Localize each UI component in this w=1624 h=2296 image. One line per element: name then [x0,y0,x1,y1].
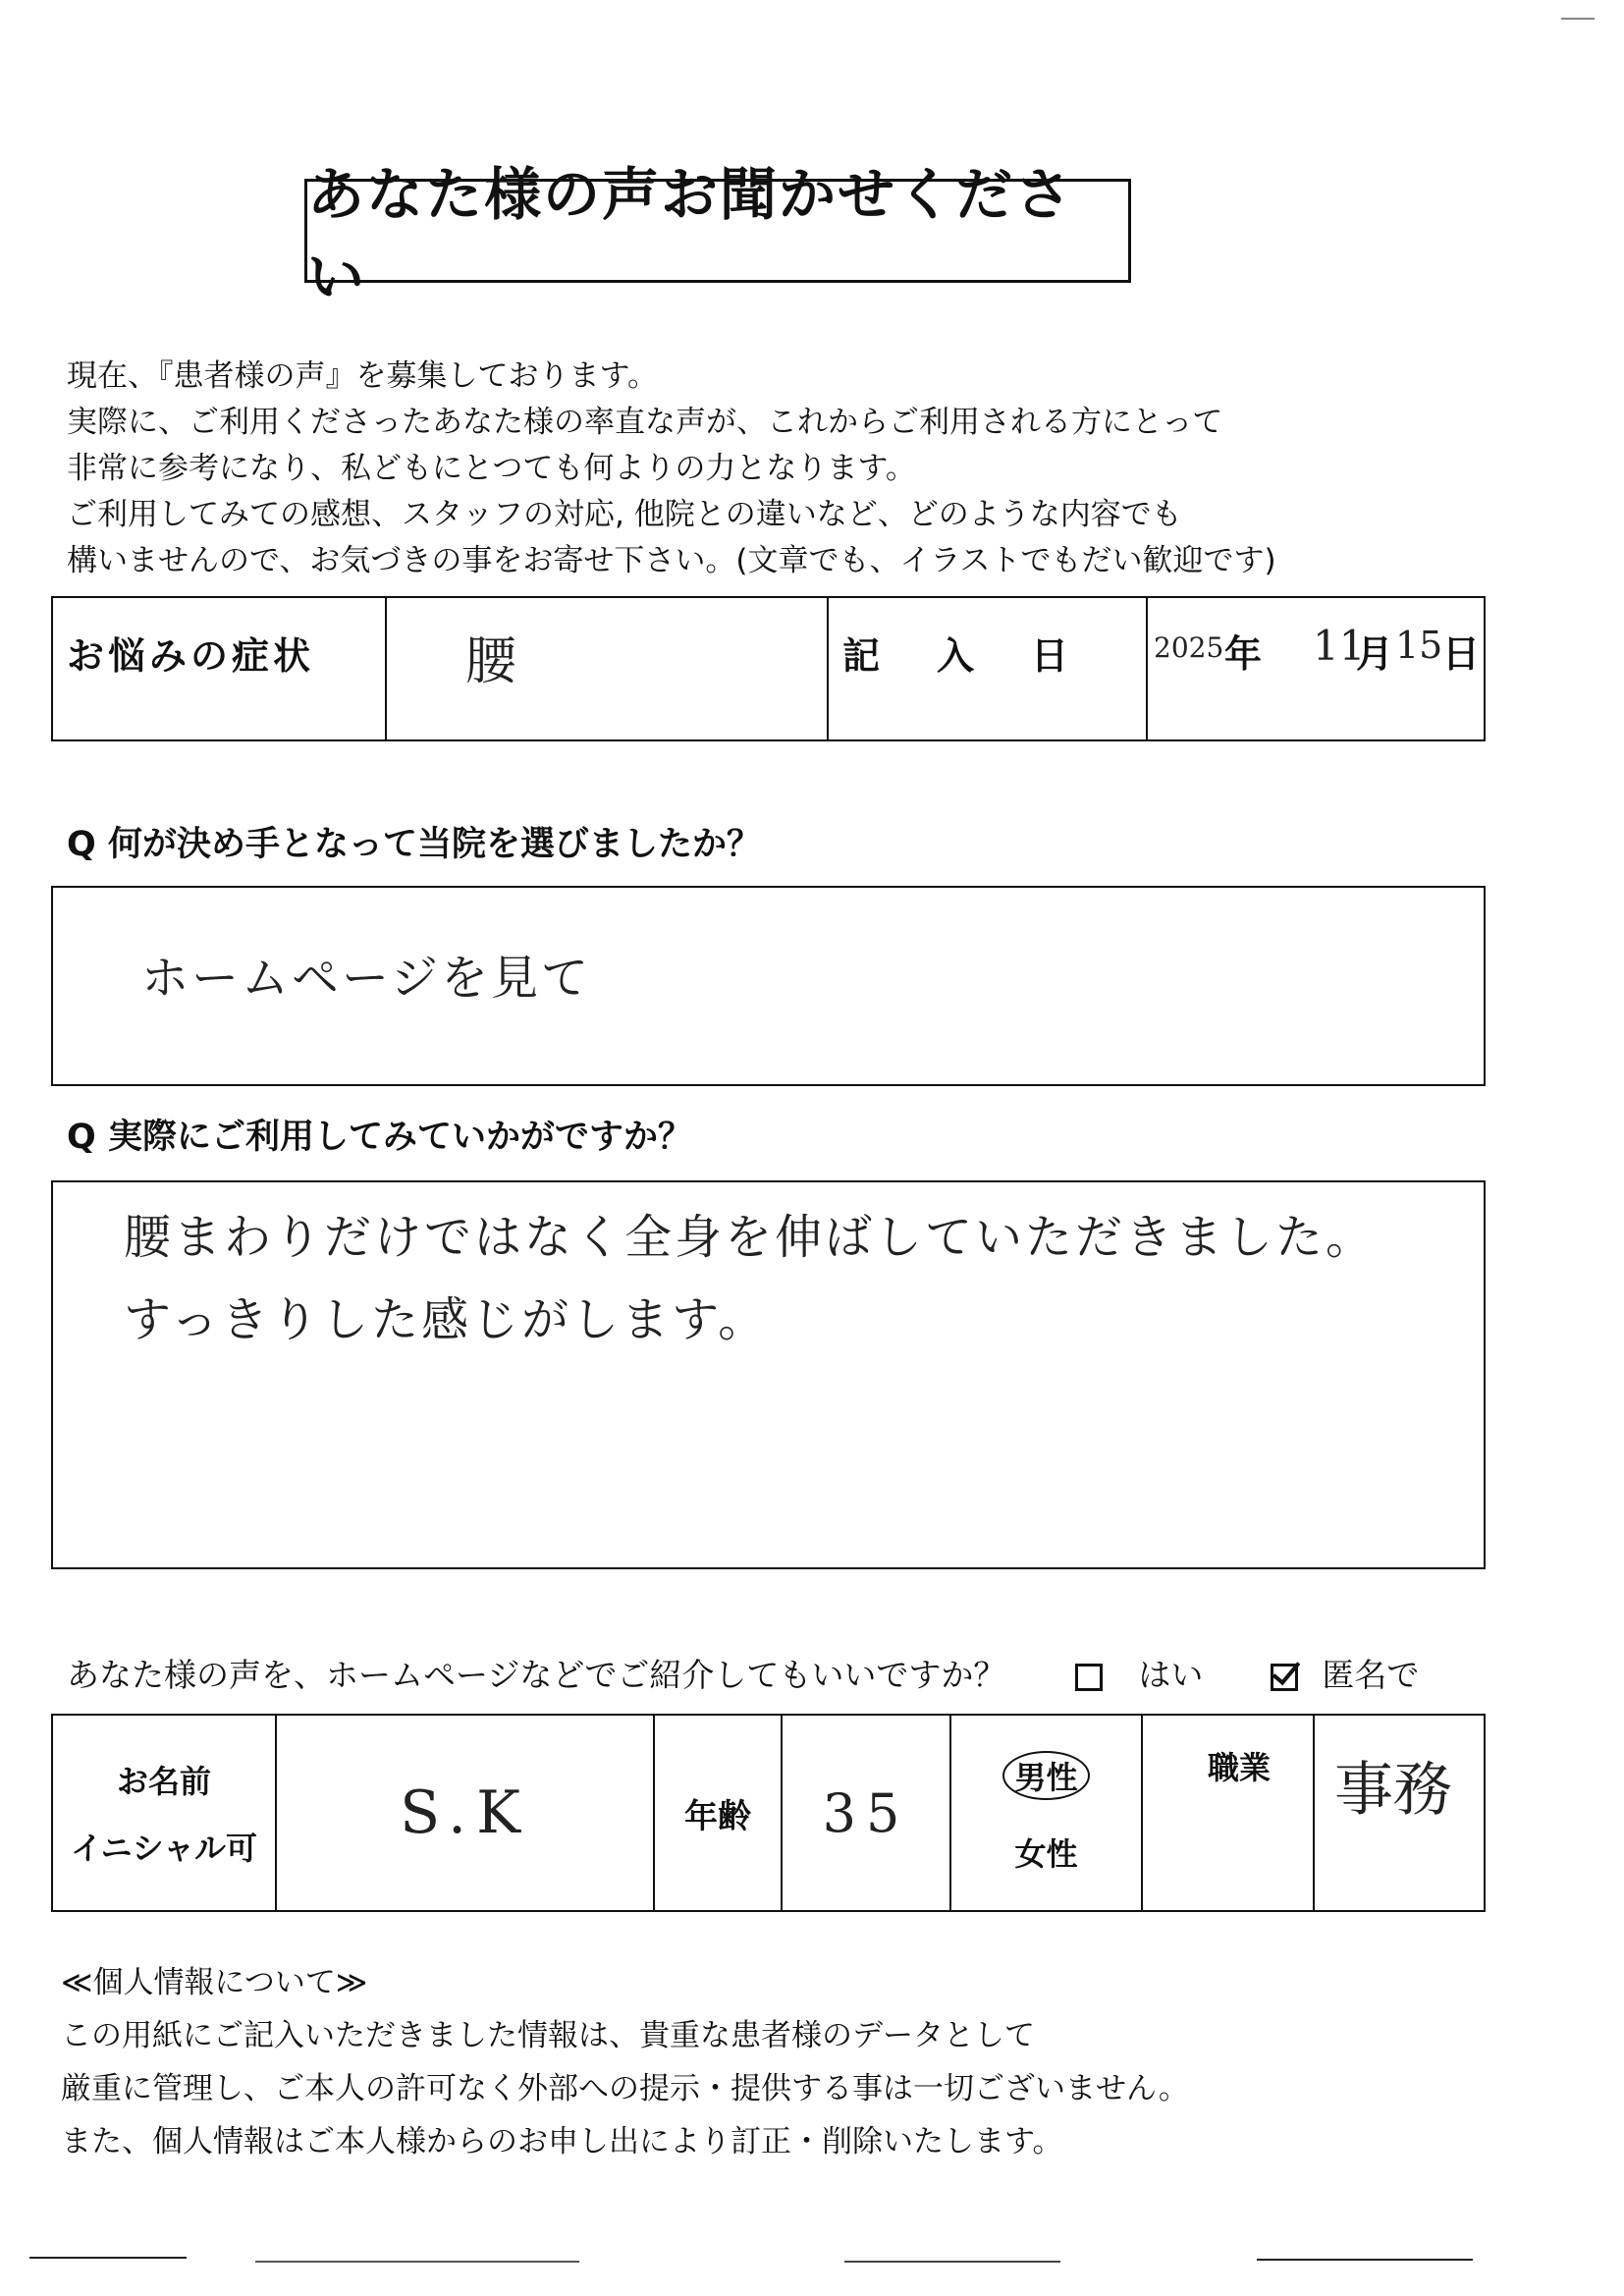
privacy-line: 厳重に管理し、ご本人の許可なく外部への提示・提供する事は一切ございません。 [61,2071,1189,2106]
symptom-label-cell [53,598,387,739]
question-1: Q 何が決め手となって当院を選びましたか？ [67,825,761,864]
age-value: 35 [822,1781,910,1844]
checkbox-anonymous[interactable] [1271,1664,1298,1691]
question-2: Q 実際にご利用してみていかがですか？ [67,1118,692,1157]
answer-1-text: ホームページを見て [141,951,592,1006]
age-value-cell[interactable] [783,1716,951,1910]
date-year-unit: 年 [1224,632,1263,676]
date-label: 記 入 日 [842,634,1079,678]
name-label-cell [53,1716,277,1910]
job-value-cell[interactable] [1315,1716,1484,1910]
age-label-cell [655,1716,783,1910]
privacy-heading: ≪個人情報について≫ [61,1965,368,2000]
date-month-unit: 月 [1356,632,1394,676]
symptom-value: 腰 [465,632,517,691]
date-day-unit: 日 [1442,632,1481,676]
date-value-cell[interactable] [1148,598,1484,739]
form-title: あなた様の声お聞かせください [304,179,1131,283]
personal-info-row [51,1714,1486,1912]
date-month: 11 [1313,622,1366,670]
answer-2-text [124,1196,1376,1361]
date-label-cell [829,598,1148,739]
symptom-label: お悩みの症状 [67,634,315,678]
checkbox-yes[interactable] [1075,1664,1103,1691]
scan-artifact-line [1257,2259,1473,2261]
name-label-initials: イニシャル可 [70,1830,258,1867]
answer-2-line: 腰まわりだけではなく全身を伸ばしていただきました。 [124,1210,1377,1265]
option-yes-label: はい [1138,1656,1204,1694]
gender-female[interactable]: 女性 [1014,1835,1078,1873]
job-label-cell [1143,1716,1315,1910]
intro-line: 非常に参考になり、私どもにとつても何よりの力となります。 [67,451,916,486]
intro-line: 現在、『患者様の声』を募集しております。 [67,358,659,394]
date-day: 15 [1395,624,1443,667]
scan-artifact-line [29,2257,187,2259]
privacy-line: また、個人情報はご本人様からのお申し出により訂正・削除いたします。 [61,2124,1063,2159]
symptom-value-cell[interactable] [387,598,829,739]
scan-artifact-line [255,2261,579,2263]
name-value: S.K [400,1778,530,1847]
name-value-cell[interactable] [277,1716,655,1910]
consent-question: あなた様の声を、ホームページなどでご紹介してもいいですか？ [67,1656,1006,1694]
answer-2-line: すっきりした感じがします。 [124,1292,769,1347]
consent-row [67,1650,1500,1696]
intro-line: 構いませんので、お気づきの事をお寄せ下さい。(文章でも、イラストでもだい歓迎です) [67,543,1276,578]
date-year: 2025 [1154,631,1224,664]
scan-artifact-line [844,2261,1060,2263]
privacy-line: この用紙にご記入いただきました情報は、貴重な患者様のデータとして [61,2018,1035,2053]
intro-paragraph [67,354,1500,584]
option-anonymous-label: 匿名で [1322,1656,1420,1694]
intro-line: 実際に、ご利用くださったあなた様の率直な声が、これからご利用される方にとって [67,405,1223,440]
scan-artifact-line [1561,18,1595,20]
job-value: 事務 [1334,1756,1452,1825]
symptom-date-row [51,596,1486,741]
answer-2-box[interactable] [51,1180,1486,1569]
answer-1-box[interactable] [51,886,1486,1086]
option-anonymous[interactable] [1271,1656,1420,1694]
job-label: 職業 [1208,1749,1272,1786]
gender-cell[interactable] [951,1716,1143,1910]
name-label: お名前 [116,1763,211,1800]
privacy-notice [61,1956,1494,2168]
gender-male[interactable]: 男性 [1002,1751,1089,1800]
age-label: 年齢 [684,1796,751,1836]
option-yes[interactable] [1075,1656,1214,1694]
intro-line: ご利用してみての感想、スタッフの対応, 他院との違いなど、どのような内容でも [67,497,1182,532]
